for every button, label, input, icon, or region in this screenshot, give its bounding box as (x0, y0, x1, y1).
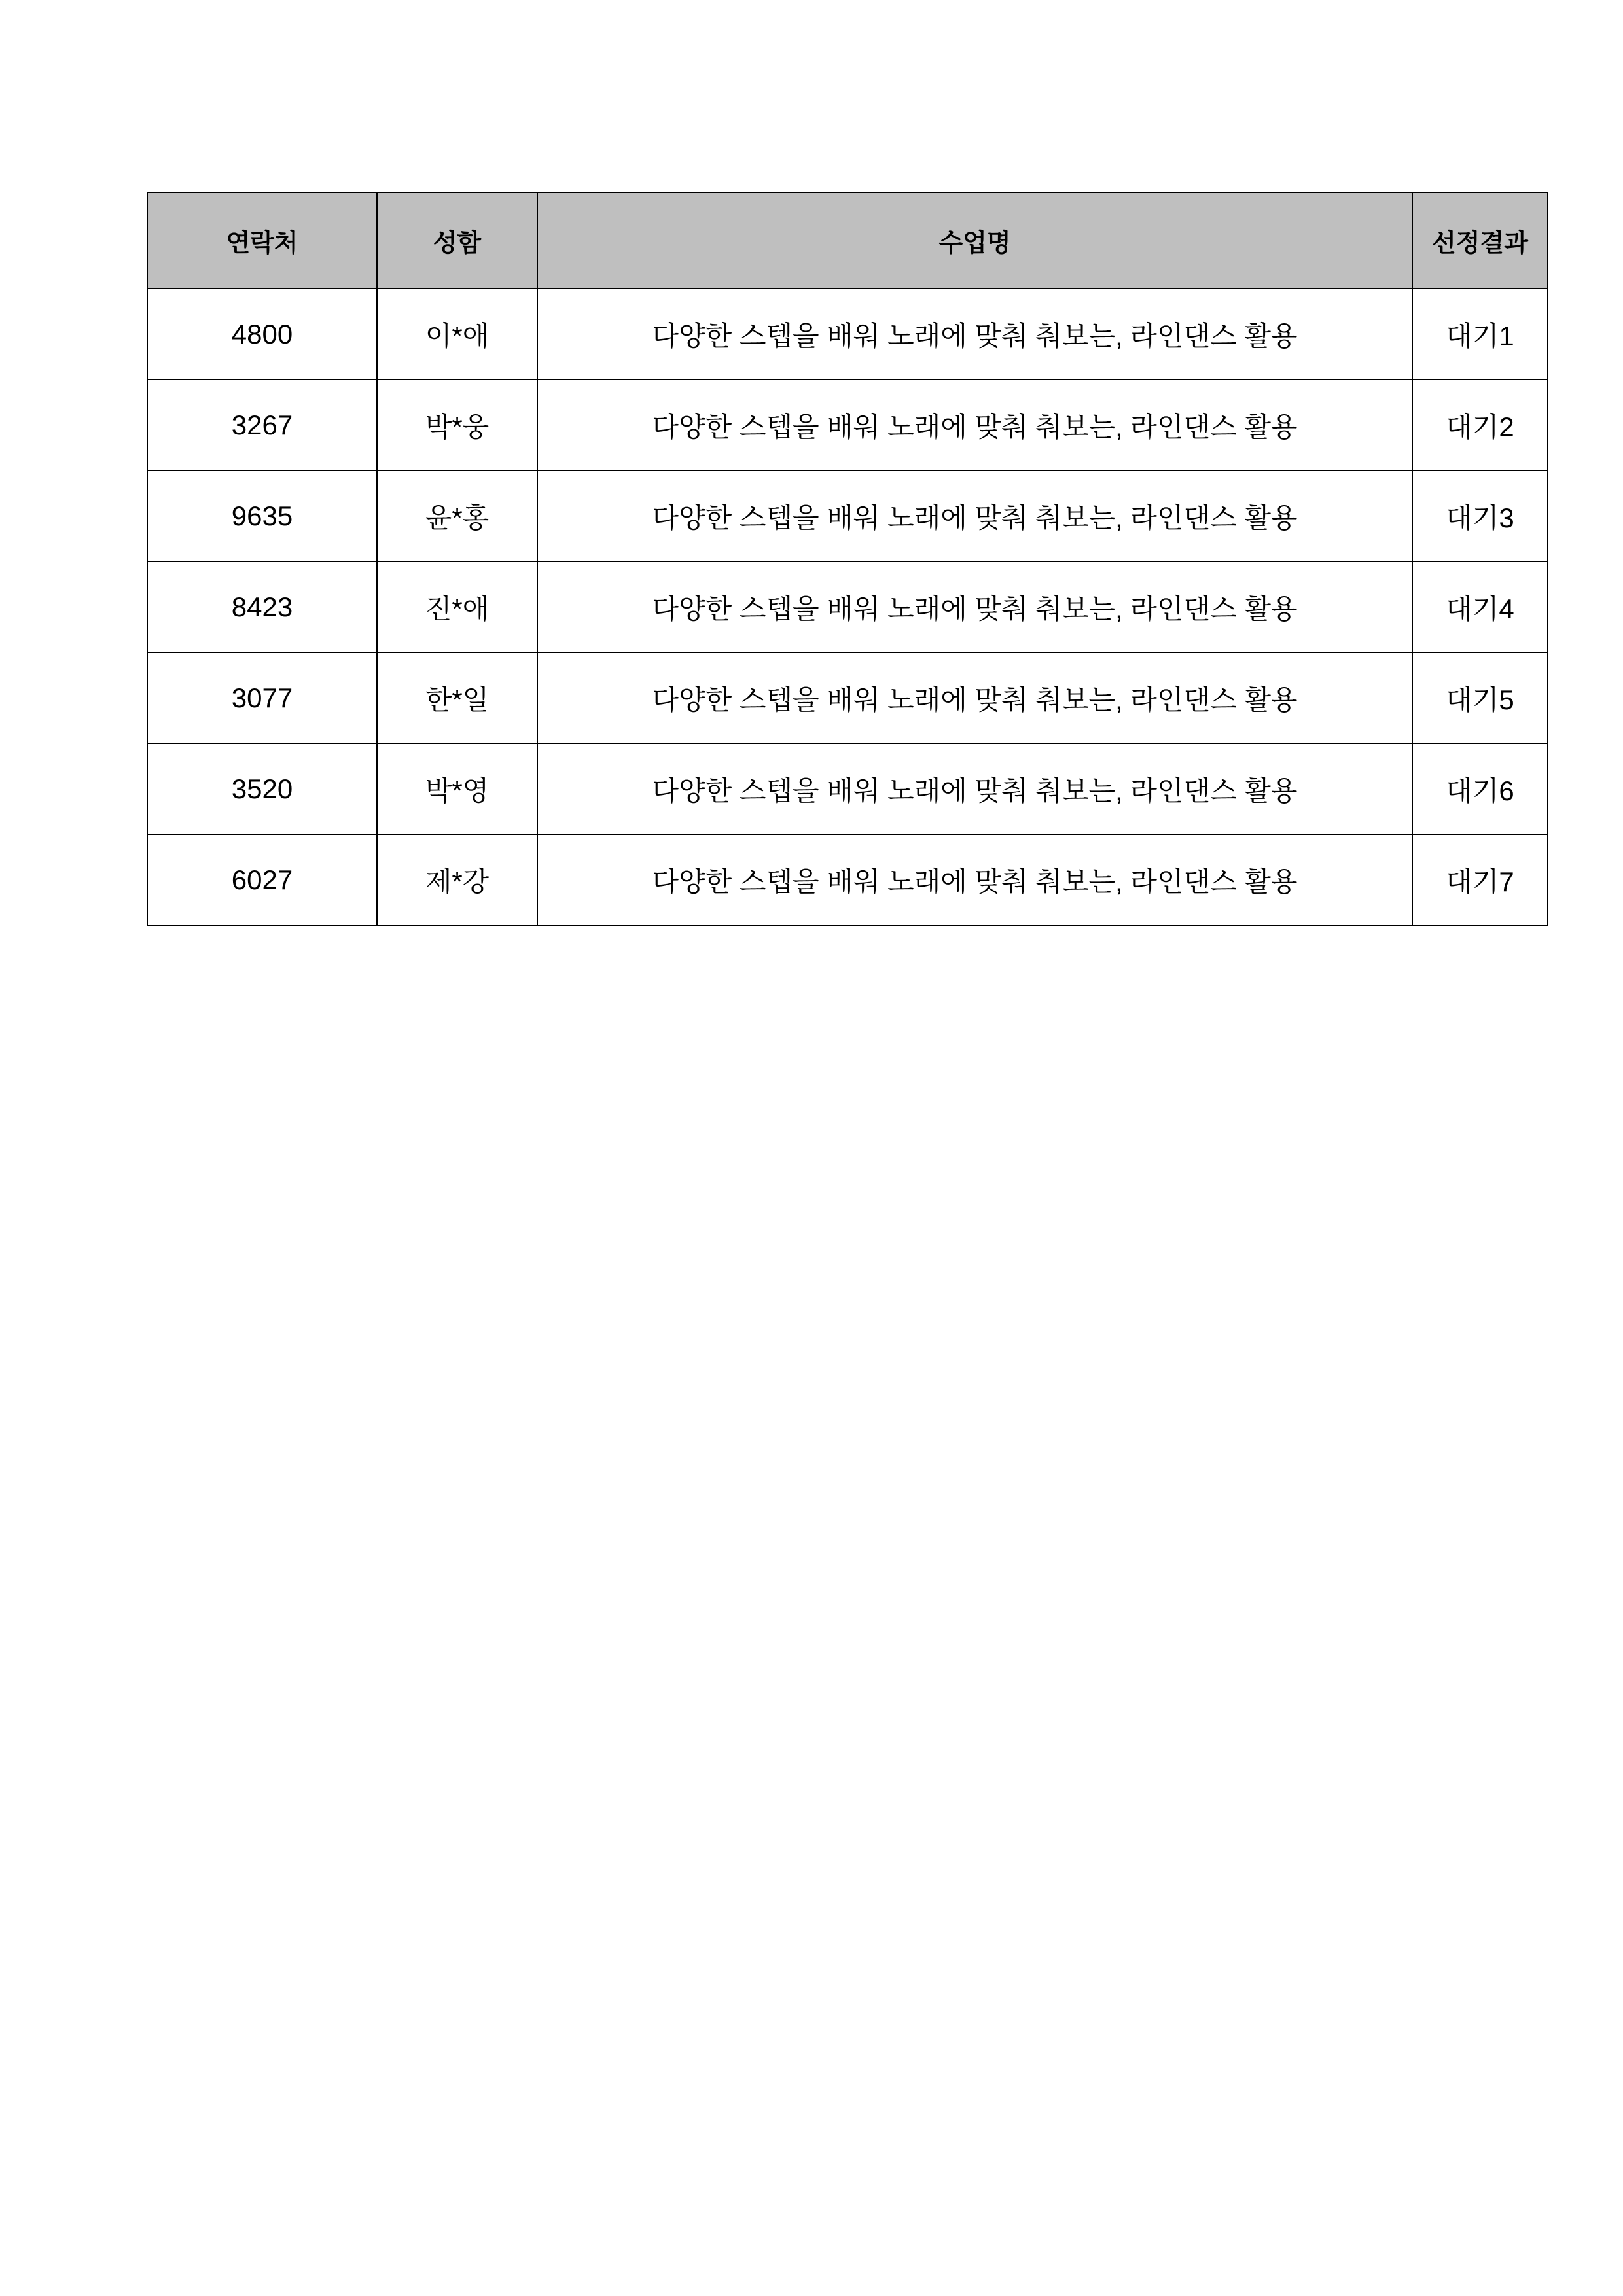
cell-course: 다양한 스텝을 배워 노래에 맞춰 춰보는, 라인댄스 활용 (537, 652, 1412, 743)
table-row (147, 652, 1548, 743)
table-row (147, 380, 1548, 470)
cell-name: 이*애 (377, 289, 537, 380)
cell-course: 다양한 스텝을 배워 노래에 맞춰 춰보는, 라인댄스 활용 (537, 470, 1412, 561)
selection-result-table (147, 192, 1548, 926)
cell-course: 다양한 스텝을 배워 노래에 맞춰 춰보는, 라인댄스 활용 (537, 380, 1412, 470)
cell-result: 대기7 (1412, 834, 1548, 925)
cell-contact: 3077 (147, 652, 377, 743)
cell-result: 대기4 (1412, 561, 1548, 652)
cell-result: 대기2 (1412, 380, 1548, 470)
cell-course: 다양한 스텝을 배워 노래에 맞춰 춰보는, 라인댄스 활용 (537, 743, 1412, 834)
header-result: 선정결과 (1412, 192, 1548, 289)
header-course: 수업명 (537, 192, 1412, 289)
cell-contact: 3267 (147, 380, 377, 470)
cell-result: 대기5 (1412, 652, 1548, 743)
cell-course: 다양한 스텝을 배워 노래에 맞춰 춰보는, 라인댄스 활용 (537, 561, 1412, 652)
cell-name: 박*영 (377, 743, 537, 834)
table-row (147, 834, 1548, 925)
cell-contact: 6027 (147, 834, 377, 925)
cell-course: 다양한 스텝을 배워 노래에 맞춰 춰보는, 라인댄스 활용 (537, 289, 1412, 380)
cell-contact: 4800 (147, 289, 377, 380)
cell-name: 한*일 (377, 652, 537, 743)
cell-name: 윤*홍 (377, 470, 537, 561)
cell-contact: 3520 (147, 743, 377, 834)
cell-result: 대기6 (1412, 743, 1548, 834)
table-row (147, 743, 1548, 834)
header-contact: 연락처 (147, 192, 377, 289)
cell-course: 다양한 스텝을 배워 노래에 맞춰 춰보는, 라인댄스 활용 (537, 834, 1412, 925)
cell-result: 대기3 (1412, 470, 1548, 561)
cell-contact: 9635 (147, 470, 377, 561)
table-row (147, 561, 1548, 652)
cell-name: 제*강 (377, 834, 537, 925)
cell-name: 진*애 (377, 561, 537, 652)
cell-contact: 8423 (147, 561, 377, 652)
table-header-row (147, 192, 1548, 289)
table-row (147, 470, 1548, 561)
cell-name: 박*웅 (377, 380, 537, 470)
cell-result: 대기1 (1412, 289, 1548, 380)
header-name: 성함 (377, 192, 537, 289)
table-row (147, 289, 1548, 380)
